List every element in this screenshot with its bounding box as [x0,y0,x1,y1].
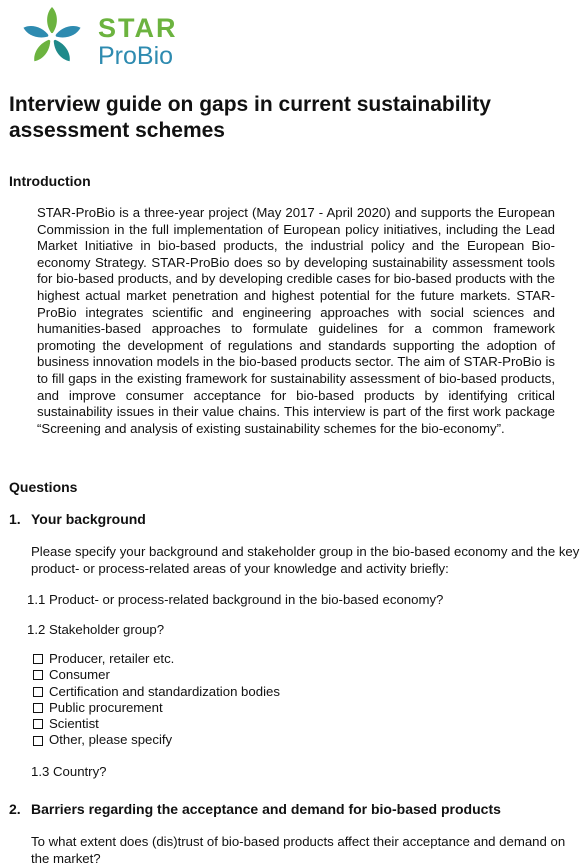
document-title: Interview guide on gaps in current sustainability assessment schemes [9,93,491,142]
option-label: Public procurement [49,699,163,715]
star-probio-logo [12,5,182,69]
option-public-procurement[interactable] [33,700,280,716]
option-producer[interactable] [33,651,280,667]
logo-text-star: STAR [98,13,178,43]
stakeholder-options [33,651,280,749]
questions-heading: Questions [9,479,78,495]
logo-text-probio: ProBio [98,42,174,70]
question-1-1: 1.1 Product- or process-related background in the bio-based economy? [27,592,444,607]
checkbox-icon[interactable] [33,703,43,713]
question-1-2: 1.2 Stakeholder group? [27,622,165,637]
option-certification[interactable] [33,684,280,700]
option-label: Scientist [49,716,99,732]
question-2-number: 2. [9,801,21,817]
question-2-heading [9,801,501,817]
option-label: Certification and standardization bodies [49,683,280,699]
question-1-number: 1. [9,511,21,527]
checkbox-icon[interactable] [33,670,43,680]
checkbox-icon[interactable] [33,687,43,697]
option-label: Producer, retailer etc. [49,651,175,666]
option-other[interactable] [33,732,280,748]
option-label: Other, please specify [49,732,173,748]
checkbox-icon[interactable] [33,654,43,664]
option-scientist[interactable] [33,716,280,732]
checkbox-icon[interactable] [33,719,43,729]
question-1-prompt: Please specify your background and stakeholder group in the bio-based economy and the key product- or process-related areas of your knowledge and activity briefly: [31,544,580,576]
question-1-title: Your background [31,511,146,527]
question-1-3: 1.3 Country? [31,764,107,779]
question-1-heading [9,511,146,527]
introduction-heading: Introduction [9,173,91,189]
option-consumer[interactable] [33,667,280,683]
option-label: Consumer [49,667,110,683]
checkbox-icon[interactable] [33,736,43,746]
question-2-prompt: To what extent does (dis)trust of bio-based products affect their acceptance and demand on the market? [31,834,566,866]
introduction-paragraph: STAR-ProBio is a three-year project (May 2017 - April 2020) and supports the European Commission in the full implementation of European policy initiatives, including the Lead Market Initiative in bio-based products, the industrial policy and the European Bio-economy Strategy. STAR-ProBio does so by developing sustainability assessment tools for bio-based products, and by developing credible cases for bio-based products with the highest actual market penetration and highest potential for the future markets. STAR-ProBio integrates scientific and engineering approaches with social sciences and humanities-based approaches to formulate guidelines for a common framework promoting the development of regulations and standards supporting the adoption of business innovation models in the bio-based products sector. The aim of STAR-ProBio is to fill gaps in the existing framework for sustainability assessment of bio-based products, and improve consumer acceptance for bio-based products by identifying critical sustainability issues in their value chains. This interview is part of the first work package “Screening and analysis of existing sustainability schemes for the bio-economy”. [37,205,555,436]
question-2-title: Barriers regarding the acceptance and demand for bio-based products [31,801,501,817]
star-leaf-icon [12,5,92,67]
